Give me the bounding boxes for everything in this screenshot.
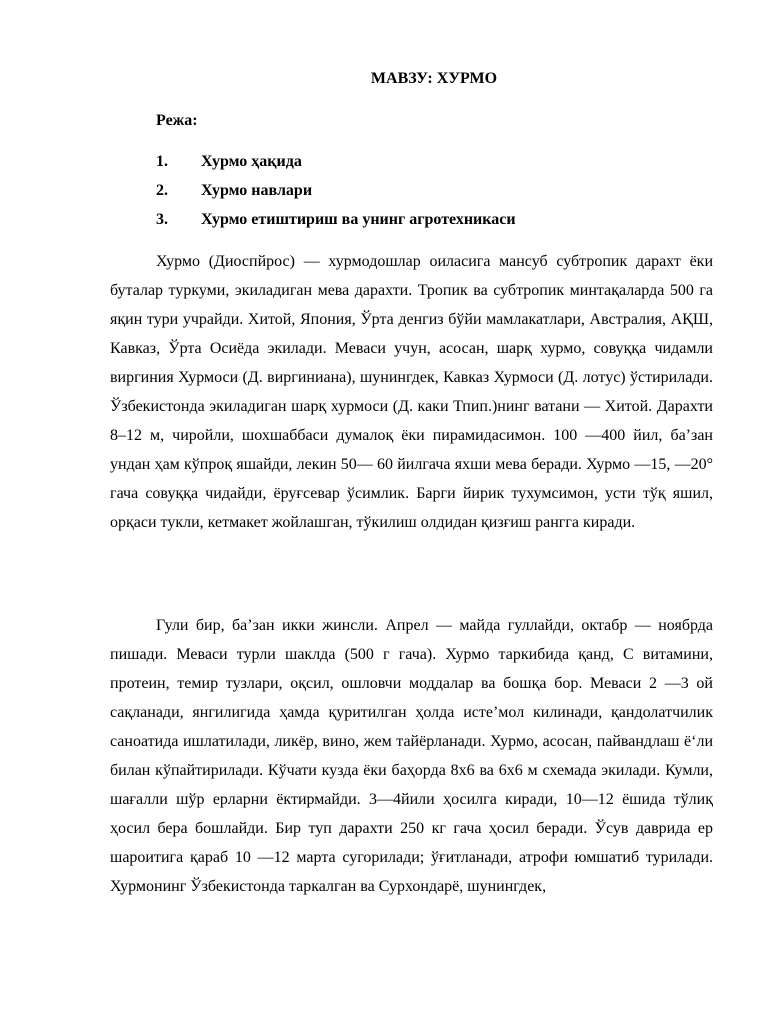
plan-item-text: Хурмо навлари [201,182,313,199]
body-paragraph: Гули бир, ба’зан икки жинсли. Апрел — майда гуллайди, октабр — ноябрда пишади. Меваси турли шаклда (500 г гача). Хурмо таркибида қанд, С витамини, протеин, темир тузлари, оқсил, ошловчи моддалар ва бошқа бор. Меваси 2 —3 ой сақланади, янгилигида ҳамда қуритилган ҳолда исте’мол килинади, қандолатчилик саноатида ишлатилади, ликёр, вино, жем тайёрланади. Хурмо, асосан, пайвандлаш ё‘ли билан кўпайтирилади. Кўчати кузда ёки баҳорда 8х6 ва 6х6 м схемада экилади. Кумли, шағалли шўр ерларни ёктирмайди. 3—4йили ҳосилга киради, 10—12 ёшида тўлиқ ҳосил бера бошлайди. Бир туп дарахти 250 кг гача ҳосил беради. Ўсув даврида ер шароитига қараб 10 —12 марта сугорилади; ўғитланади, атрофи юмшатиб турилади. Хурмонинг Ўзбекистонда таркалган ва Сурхондарё, шунингдек, [110,617,713,895]
plan-item [156,152,716,181]
plan-item-number: 2. [156,182,168,199]
plan-item-number: 3. [156,211,168,228]
plan-item-text: Хурмо етиштириш ва унинг агротехникаси [201,211,516,228]
plan-list [156,152,716,239]
plan-item-text: Хурмо ҳақида [201,153,302,170]
document-title: МАВЗУ: ХУРМО [370,70,498,87]
body-paragraph: Хурмо (Диоспйрос) — хурмодошлар оиласига мансуб субтропик дарахт ёки буталар туркуми, экиладиган мева дарахти. Тропик ва субтропик минтақаларда 500 га яқин тури учрайди. Хитой, Япония, Ўрта денгиз бўйи мамлакатлари, Австралия, АҚШ, Кавказ, Ўрта Осиёда экилади. Меваси учун, асосан, шарқ хурмо, совуққа чидамли виргиния Хурмоси (Д. виргиниана), шунингдек, Кавказ Хурмоси (Д. лотус) ўстирилади. Ўзбекистонда экиладиган шарқ хурмоси (Д. каки Тпип.)нинг ватани — Хитой. Дарахти 8–12 м, чиройли, шохшаббаси думалоқ ёки пирамидасимон. 100 —400 йил, ба’зан ундан ҳам кўпроқ яшайди, лекин 50— 60 йилгача яхши мева беради. Хурмо —15, —20° гача совуққа чидайди, ёруғсевар ўсимлик. Барги йирик тухумсимон, усти тўқ яшил, орқаси тукли, кетмакет жойлашган, тўкилиш олдидан қизғиш рангга киради. [110,253,713,531]
plan-item [156,181,716,210]
plan-item [156,210,716,239]
plan-item-number: 1. [156,153,168,170]
plan-heading: Режа: [156,112,198,129]
